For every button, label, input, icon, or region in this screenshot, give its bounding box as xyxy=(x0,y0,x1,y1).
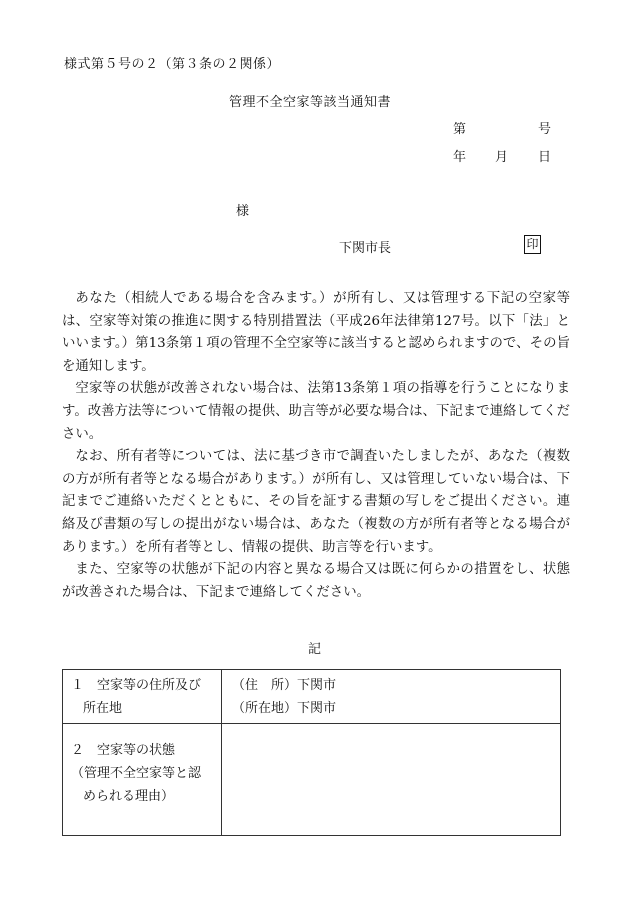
form-identifier: 様式第５号の２（第３条の２関係） xyxy=(64,57,281,72)
notice-body xyxy=(62,288,570,604)
date-month: 月 xyxy=(495,150,509,165)
address-label-cont: 所在地 xyxy=(83,701,123,716)
body-paragraph: 空家等の状態が改善されない場合は、法第13条第１項の指導を行うことになります。改善方法等について情報の提供、助言等が必要な場合は、下記まで連絡してください。 xyxy=(62,381,570,442)
condition-label: ２ 空家等の状態 xyxy=(71,743,176,758)
document-title: 管理不全空家等該当通知書 xyxy=(229,95,392,110)
location-value: （所在地）下関市 xyxy=(232,701,337,716)
seal-stamp: 印 xyxy=(524,235,541,254)
condition-value-cell xyxy=(222,724,561,836)
body-paragraph: また、空家等の状態が下記の内容と異なる場合又は既に何らかの措置をし、状態が改善された場合は、下記まで連絡してください。 xyxy=(62,562,570,600)
address-value-cell xyxy=(222,670,561,724)
address-label-cell xyxy=(63,670,222,724)
date-year: 年 xyxy=(453,150,467,165)
body-paragraph: なお、所有者等については、法に基づき市で調査いたしましたが、あなた（複数の方が所有者等となる場合があります。）が所有し、又は管理していない場合は、下記までご連絡いただくとともに、その旨を証する書類の写しをご提出ください。連絡及び書類の写しの提出がない場合は、あなた（複数の方が所有者等となる場合があります。）を所有者等とし、情報の提供、助言等を行います。 xyxy=(62,449,570,555)
ki-heading: 記 xyxy=(308,642,322,657)
document-number-prefix: 第 xyxy=(453,122,467,137)
body-paragraph: あなた（相続人である場合を含みます。）が所有し、又は管理する下記の空家等は、空家等対策の推進に関する特別措置法（平成26年法律第127号。以下「法」といいます。）第13条第１項の管理不全空家等に該当すると認められますので、その旨を通知します。 xyxy=(62,291,570,374)
table-row-condition xyxy=(63,724,561,836)
details-table xyxy=(62,669,561,836)
address-label: １ 空家等の住所及び xyxy=(71,678,202,693)
condition-label-cont: められる理由） xyxy=(83,789,175,804)
addressee-honorific: 様 xyxy=(236,204,250,219)
date-day: 日 xyxy=(538,150,552,165)
condition-label-cell xyxy=(63,724,222,836)
condition-value xyxy=(222,724,560,747)
condition-label-cont: （管理不全空家等と認 xyxy=(71,766,202,781)
document-number-suffix: 号 xyxy=(538,122,552,137)
address-value: （住 所）下関市 xyxy=(232,678,337,693)
table-row-address xyxy=(63,670,561,724)
sender-name: 下関市長 xyxy=(339,241,392,256)
